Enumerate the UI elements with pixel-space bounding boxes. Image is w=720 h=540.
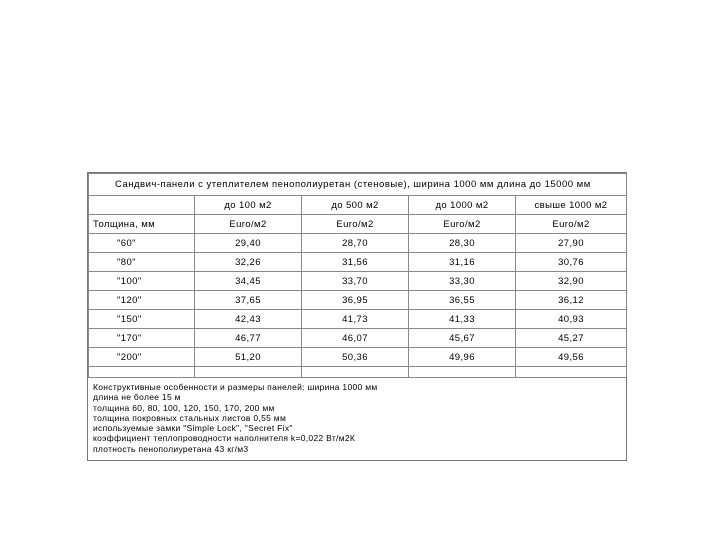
note-line: Конструктивные особенности и размеры панелей: ширина 1000 мм: [93, 382, 378, 392]
price-cell: 41,33: [409, 310, 516, 329]
price-cell: 27,90: [516, 234, 627, 253]
price-cell: 31,56: [302, 253, 409, 272]
unit-header: Euro/м2: [302, 215, 409, 234]
spacer-row: [89, 367, 627, 378]
price-cell: 36,12: [516, 291, 627, 310]
thickness-cell: "120": [89, 291, 195, 310]
price-cell: 46,77: [195, 329, 302, 348]
price-cell: 40,93: [516, 310, 627, 329]
price-cell: 41,73: [302, 310, 409, 329]
price-cell: 37,65: [195, 291, 302, 310]
title-row: [89, 174, 627, 196]
table-row: [89, 329, 627, 348]
unit-header: Euro/м2: [516, 215, 627, 234]
table-row: [89, 234, 627, 253]
price-cell: 28,70: [302, 234, 409, 253]
price-cell: 49,96: [409, 348, 516, 367]
table-row: [89, 348, 627, 367]
unit-header: Euro/м2: [195, 215, 302, 234]
thickness-cell: "100": [89, 272, 195, 291]
thickness-header: Толщина, мм: [89, 215, 195, 234]
unit-header-row: [89, 215, 627, 234]
unit-header: Euro/м2: [409, 215, 516, 234]
table-row: [89, 291, 627, 310]
price-cell: 29,40: [195, 234, 302, 253]
price-cell: 32,90: [516, 272, 627, 291]
note-line: используемые замки "Simple Lock", "Secret Fix": [93, 423, 293, 434]
spacer-cell: [302, 367, 409, 378]
spacer-cell: [195, 367, 302, 378]
area-header: свыше 1000 м2: [516, 196, 627, 215]
price-cell: 45,67: [409, 329, 516, 348]
table-row: [89, 253, 627, 272]
price-cell: 33,70: [302, 272, 409, 291]
spacer-cell: [89, 367, 195, 378]
price-cell: 49,56: [516, 348, 627, 367]
price-cell: 50,36: [302, 348, 409, 367]
table-row: [89, 272, 627, 291]
price-cell: 28,30: [409, 234, 516, 253]
price-cell: 46,07: [302, 329, 409, 348]
table-title: Сандвич-панели с утеплителем пенополиуретан (стеновые), ширина 1000 мм длина до 15000 мм: [89, 174, 627, 196]
table-row: [89, 310, 627, 329]
note-line: длина не более 15 м: [93, 392, 181, 403]
thickness-cell: "150": [89, 310, 195, 329]
price-cell: 30,76: [516, 253, 627, 272]
area-header-row: [89, 196, 627, 215]
price-cell: 33,30: [409, 272, 516, 291]
price-cell: 45,27: [516, 329, 627, 348]
price-cell: 32,26: [195, 253, 302, 272]
price-cell: 36,95: [302, 291, 409, 310]
panel-notes: [88, 378, 626, 460]
note-line: толщина 60, 80, 100, 120, 150, 170, 200 мм: [93, 402, 275, 413]
price-cell: 31,16: [409, 253, 516, 272]
area-header: до 500 м2: [302, 196, 409, 215]
spacer-cell: [409, 367, 516, 378]
price-cell: 36,55: [409, 291, 516, 310]
price-sheet: [87, 172, 627, 461]
area-header: до 1000 м2: [409, 196, 516, 215]
thickness-cell: "170": [89, 329, 195, 348]
price-cell: 51,20: [195, 348, 302, 367]
note-line: толщина покровных стальных листов 0,55 мм: [93, 412, 287, 423]
thickness-cell: "60": [89, 234, 195, 253]
header-blank-cell: [89, 196, 195, 215]
thickness-cell: "80": [89, 253, 195, 272]
thickness-cell: "200": [89, 348, 195, 367]
area-header: до 100 м2: [195, 196, 302, 215]
spacer-cell: [516, 367, 627, 378]
price-table: [88, 173, 627, 378]
price-cell: 42,43: [195, 310, 302, 329]
note-line: плотность пенополиуретана 43 кг/м3: [93, 443, 249, 454]
note-line: коэффициент теплопроводности наполнителя k=0,022 Вт/м2К: [93, 433, 356, 444]
price-cell: 34,45: [195, 272, 302, 291]
